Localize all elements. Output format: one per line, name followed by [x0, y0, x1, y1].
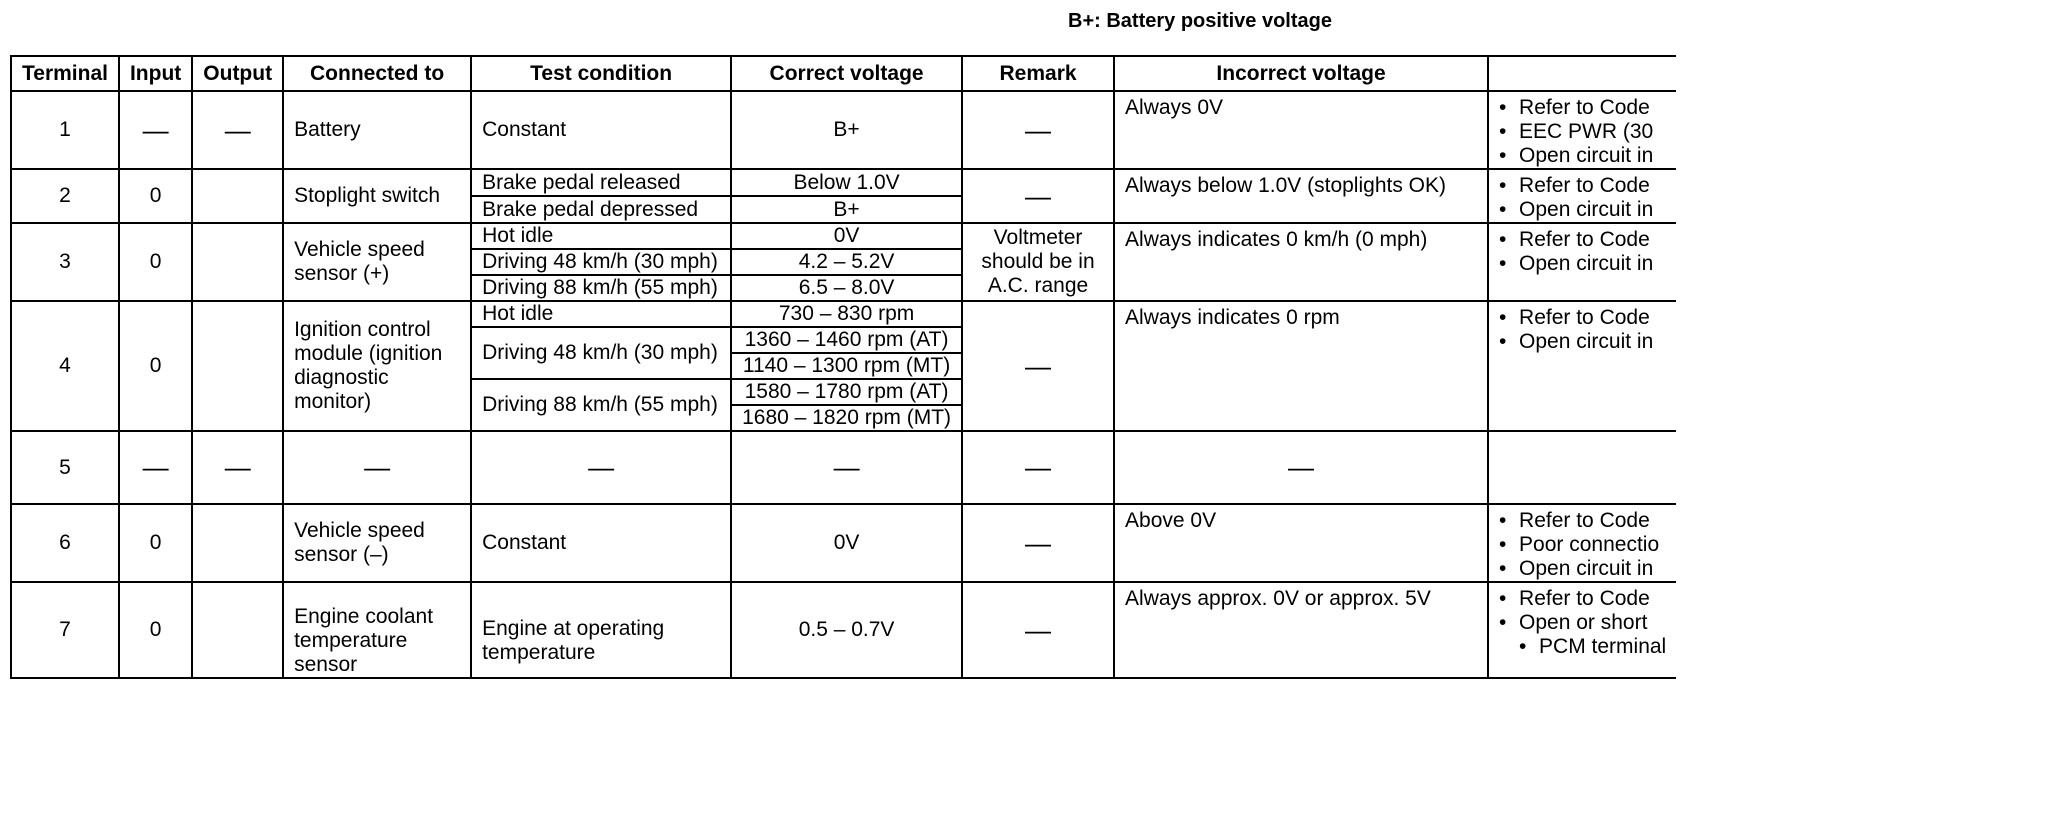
header-test-condition: Test condition: [471, 56, 731, 91]
header-remark: Remark: [962, 56, 1114, 91]
header-correct-voltage: Correct voltage: [731, 56, 962, 91]
action-item: • Open circuit in: [1499, 252, 1666, 276]
remark-cell: —: [962, 582, 1114, 678]
connected-to-cell: Vehicle speed sensor (+): [283, 223, 471, 301]
action-item: • Poor connectio: [1499, 533, 1666, 557]
connected-to-cell: —: [283, 431, 471, 504]
table-caption: B+: Battery positive voltage: [1068, 10, 1332, 32]
output-cell: —: [192, 431, 283, 504]
remark-cell: Voltmeter should be in A.C. range: [962, 223, 1114, 301]
voltage-cell: —: [731, 431, 962, 504]
voltage-cell: 1580 – 1780 rpm (AT): [731, 379, 962, 405]
action-item: • Refer to Code: [1499, 509, 1666, 533]
output-cell: [192, 301, 283, 431]
terminal-cell: 1: [11, 91, 119, 169]
action-cell: [1488, 504, 1676, 582]
condition-cell: Constant: [471, 91, 731, 169]
voltage-cell: B+: [731, 196, 962, 223]
voltage-cell: B+: [731, 91, 962, 169]
incorrect-voltage-cell: —: [1114, 431, 1488, 504]
action-item: • Refer to Code: [1499, 96, 1666, 120]
header-input: Input: [119, 56, 192, 91]
terminal-cell: 6: [11, 504, 119, 582]
remark-cell: —: [962, 91, 1114, 169]
condition-cell: Constant: [471, 504, 731, 582]
header-output: Output: [192, 56, 283, 91]
connected-to-cell: Vehicle speed sensor (–): [283, 504, 471, 582]
condition-cell: Driving 88 km/h (55 mph): [471, 275, 731, 301]
condition-cell: Driving 48 km/h (30 mph): [471, 327, 731, 379]
table-row: [11, 91, 1676, 169]
voltage-cell: Below 1.0V: [731, 169, 962, 196]
output-cell: [192, 169, 283, 223]
connected-to-cell: Battery: [283, 91, 471, 169]
action-item: • Refer to Code: [1499, 587, 1666, 611]
terminal-cell: 3: [11, 223, 119, 301]
action-cell: [1488, 582, 1676, 678]
header-action: [1488, 56, 1676, 91]
remark-cell: —: [962, 301, 1114, 431]
table-row: [11, 504, 1676, 582]
voltage-cell: 4.2 – 5.2V: [731, 249, 962, 275]
action-item: • Refer to Code: [1499, 174, 1666, 198]
table-row: [11, 301, 1676, 327]
remark-cell: —: [962, 169, 1114, 223]
table-row: [11, 431, 1676, 504]
condition-cell: Hot idle: [471, 223, 731, 249]
header-row: [11, 56, 1676, 91]
voltage-cell: 730 – 830 rpm: [731, 301, 962, 327]
input-cell: —: [119, 91, 192, 169]
action-item: • Open circuit in: [1499, 557, 1666, 581]
condition-cell: Hot idle: [471, 301, 731, 327]
voltage-cell: 0V: [731, 504, 962, 582]
action-cell: [1488, 431, 1676, 504]
action-cell: [1488, 169, 1676, 223]
input-cell: 0: [119, 169, 192, 223]
output-cell: —: [192, 91, 283, 169]
incorrect-voltage-cell: Always indicates 0 km/h (0 mph): [1114, 223, 1488, 301]
action-item: • Open or short: [1499, 611, 1666, 635]
terminal-cell: 5: [11, 431, 119, 504]
table-row: [11, 582, 1676, 678]
action-item: • EEC PWR (30: [1499, 120, 1666, 144]
input-cell: 0: [119, 504, 192, 582]
header-connected-to: Connected to: [283, 56, 471, 91]
voltage-cell: 0.5 – 0.7V: [731, 582, 962, 678]
voltage-cell: 6.5 – 8.0V: [731, 275, 962, 301]
condition-cell: Brake pedal depressed: [471, 196, 731, 223]
voltage-cell: 1680 – 1820 rpm (MT): [731, 405, 962, 431]
connected-to-cell: Ignition control module (ignition diagnostic monitor): [283, 301, 471, 431]
table-row: [11, 223, 1676, 249]
incorrect-voltage-cell: Always indicates 0 rpm: [1114, 301, 1488, 431]
output-cell: [192, 504, 283, 582]
condition-cell: Brake pedal released: [471, 169, 731, 196]
input-cell: 0: [119, 223, 192, 301]
incorrect-voltage-cell: Above 0V: [1114, 504, 1488, 582]
remark-cell: —: [962, 504, 1114, 582]
remark-cell: —: [962, 431, 1114, 504]
action-cell: [1488, 223, 1676, 301]
action-item: • Open circuit in: [1499, 198, 1666, 222]
voltage-cell: 1360 – 1460 rpm (AT): [731, 327, 962, 353]
header-terminal: Terminal: [11, 56, 119, 91]
condition-cell: —: [471, 431, 731, 504]
connected-to-cell: Engine coolant temperature sensor: [283, 582, 471, 678]
output-cell: [192, 223, 283, 301]
incorrect-voltage-cell: Always 0V: [1114, 91, 1488, 169]
terminal-voltage-table: [10, 55, 1676, 679]
incorrect-voltage-cell: Always below 1.0V (stoplights OK): [1114, 169, 1488, 223]
table-row: [11, 169, 1676, 196]
action-item: • Open circuit in: [1499, 330, 1666, 354]
action-cell: [1488, 301, 1676, 431]
action-item: • Refer to Code: [1499, 228, 1666, 252]
terminal-cell: 7: [11, 582, 119, 678]
incorrect-voltage-cell: Always approx. 0V or approx. 5V: [1114, 582, 1488, 678]
input-cell: —: [119, 431, 192, 504]
condition-cell: Engine at operating temperature: [471, 582, 731, 678]
header-incorrect-voltage: Incorrect voltage: [1114, 56, 1488, 91]
condition-cell: Driving 88 km/h (55 mph): [471, 379, 731, 431]
action-item: • Open circuit in: [1499, 144, 1666, 168]
action-item: • Refer to Code: [1499, 306, 1666, 330]
input-cell: 0: [119, 301, 192, 431]
voltage-cell: 1140 – 1300 rpm (MT): [731, 353, 962, 379]
action-cell: [1488, 91, 1676, 169]
voltage-cell: 0V: [731, 223, 962, 249]
output-cell: [192, 582, 283, 678]
condition-cell: Driving 48 km/h (30 mph): [471, 249, 731, 275]
terminal-cell: 2: [11, 169, 119, 223]
action-item: • PCM terminal: [1499, 635, 1666, 659]
connected-to-cell: Stoplight switch: [283, 169, 471, 223]
input-cell: 0: [119, 582, 192, 678]
terminal-cell: 4: [11, 301, 119, 431]
